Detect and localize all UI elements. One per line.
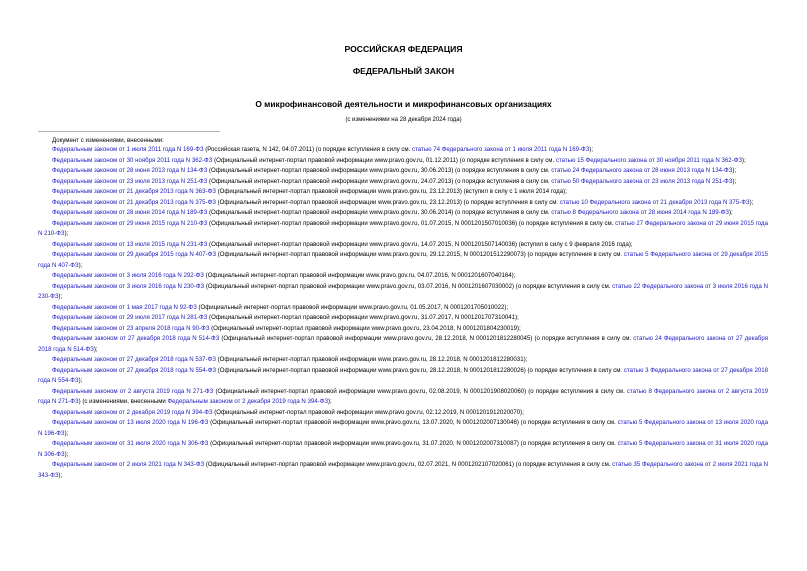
amendment-text: (Официальный интернет-портал правовой информации www.pravo.gov.ru, 31.07.2017, N 0001201707310041); [207,314,519,321]
amendment-text: ); [58,471,63,479]
law-link[interactable]: Федеральным законом от 2 декабря 2019 года N 394-ФЗ [167,398,329,405]
law-link[interactable]: статью 24 Федерального закона от 27 декабря 2018 года N 514-ФЗ [38,335,768,353]
amendment-entry [38,408,768,419]
law-link[interactable]: Федеральным законом от 3 июля 2016 года N 230-ФЗ [52,282,205,290]
law-link[interactable]: Федеральным законом от 29 июня 2015 года N 210-ФЗ [52,219,208,227]
law-link[interactable]: Федеральным законом от 28 июня 2014 года N 189-ФЗ [52,209,208,216]
amendment-entry [38,219,768,240]
amendment-entry [38,313,768,324]
amendment-text: (Официальный интернет-портал правовой информации www.pravo.gov.ru, 01.05.2017, N 0001201705010022); [196,303,509,311]
law-link[interactable]: статью 5 Федерального закона от 29 декабря 2015 года N 407-ФЗ [38,251,768,269]
law-link[interactable]: Федеральным законом от 3 июля 2016 года N 292-ФЗ [52,272,204,279]
law-type-heading: ФЕДЕРАЛЬНЫЙ ЗАКОН [352,66,455,76]
amendment-entry [38,366,768,387]
law-link[interactable]: Федеральным законом от 28 июня 2013 года N 134-ФЗ [52,167,208,174]
amendment-entry [38,156,768,167]
amendment-text: ) (с изменениями, внесенными [78,398,168,405]
amendment-text: (Официальный интернет-портал правовой информации www.pravo.gov.ru, 28.12.2018, N 0001201812280045) (о порядке вступления в силу см. [219,335,634,342]
amendment-text: (Официальный интернет-портал правовой информации www.pravo.gov.ru, 24.07.2013) (о порядке вступления в силу см. [207,177,552,185]
amendment-entry [38,460,768,481]
amendment-text: (Официальный интернет-портал правовой информации www.pravo.gov.ru, 13.07.2020, N 0001202007130046) (о порядке вступления в силу см. [208,419,618,426]
law-link[interactable]: Федеральным законом от 27 декабря 2018 года N 537-ФЗ [52,356,216,363]
amendment-text: (Официальный интернет-портал правовой информации www.pravo.gov.ru, 04.07.2016, N 0001201607040164); [203,272,516,279]
document-title: О микрофинансовой деятельности и микрофинансовых организациях [255,99,552,109]
amendments-list [38,145,768,481]
law-link[interactable]: Федеральным законом от 27 декабря 2018 года N 554-ФЗ [52,366,217,374]
amendment-text: (Официальный интернет-портал правовой информации www.pravo.gov.ru, 23.04.2018, N 0001201804230019); [209,324,521,332]
amendment-text: (Официальный интернет-портал правовой информации www.pravo.gov.ru, 30.06.2014) (о порядке вступления в силу см. [207,209,552,216]
law-link[interactable]: статью 3 Федерального закона от 27 декабря 2018 года N 554-ФЗ [38,366,768,384]
law-link[interactable]: Федеральным законом от 29 декабря 2015 года N 407-ФЗ [52,251,217,258]
law-link[interactable]: Федеральным законом от 2 декабря 2019 года N 394-ФЗ [52,408,213,416]
law-link[interactable]: Федеральным законом от 27 декабря 2018 года N 514-ФЗ [52,335,220,342]
amendment-entry [38,177,768,188]
amendment-entry [38,166,768,177]
law-link[interactable]: Федеральным законом от 21 декабря 2013 года N 375-ФЗ [52,198,216,206]
law-link[interactable]: Федеральным законом от 1 июля 2011 года N 169-ФЗ [52,146,204,153]
amendment-entry [38,198,768,209]
law-link[interactable]: статью 27 Федерального закона от 29 июня 2015 года N 210-ФЗ [38,219,768,237]
law-link[interactable]: Федеральным законом от 2 июля 2021 года N 343-ФЗ [52,461,205,468]
amendment-text: ); [93,345,98,353]
amendment-text: (Официальный интернет-портал правовой информации www.pravo.gov.ru, 01.12.2011) (о порядке вступления в силу см. [212,156,556,164]
country-heading: РОССИЙСКАЯ ФЕДЕРАЦИЯ [344,44,463,54]
amendment-entry [38,240,768,251]
amendment-entry [38,282,768,303]
law-link[interactable]: статью 35 Федерального закона от 2 июля 2021 года N 343-ФЗ [38,461,768,479]
law-link[interactable]: статью 15 Федерального закона от 30 ноября 2011 года N 362-ФЗ [555,156,743,164]
amendment-entry [38,334,768,355]
law-link[interactable]: статью 22 Федерального закона от 3 июля 2016 года N 230-ФЗ [38,282,768,300]
amendment-text: ); [78,261,83,269]
law-link[interactable]: статью 5 Федерального закона от 31 июля 2020 года N 306-ФЗ [38,440,768,458]
law-link[interactable]: статью 24 Федерального закона от 28 июня 2013 года N 134-ФЗ [551,167,733,174]
law-link[interactable]: Федеральным законом от 1 мая 2017 года N 92-ФЗ [52,303,197,311]
amendment-text: (Официальный интернет-портал правовой информации www.pravo.gov.ru, 28.12.2018, N 0001201812280026) (о порядке вступления в силу см. [216,366,624,374]
amendment-text: (Российская газета, N 142, 04.07.2011) (о порядке вступления в силу см. [203,146,413,153]
amendment-entry [38,271,768,282]
law-link[interactable]: Федеральным законом от 2 августа 2019 года N 271-ФЗ [52,387,214,395]
amendment-text: (Официальный интернет-портал правовой информации www.pravo.gov.ru, 03.07.2016, N 0001201607030002) (о порядке вступления в силу см. [204,282,613,290]
amendment-entry [38,418,768,439]
law-link[interactable]: Федеральным законом от 30 ноября 2011 года N 362-ФЗ [52,156,213,164]
amendment-text: ); [749,198,754,206]
amendment-text: (Официальный интернет-портал правовой информации www.pravo.gov.ru, 29.12.2015, N 0001201512290073) (о порядке вступления в силу см. [216,251,624,258]
amendment-text: ); [64,450,69,458]
amendment-entry [38,439,768,460]
law-link[interactable]: статью 8 Федерального закона от 2 августа 2019 года N 271-ФЗ [38,387,768,405]
law-link[interactable]: статью 74 Федерального закона от 1 июля 2011 года N 169-ФЗ [412,146,590,153]
amendment-text: ); [742,156,746,164]
amendment-text: (Официальный интернет-портал правовой информации www.pravo.gov.ru, 23.12.2013) (вступил в силу с 1 июля 2014 года); [215,188,567,195]
amendment-text: ); [589,146,594,153]
law-link[interactable]: Федеральным законом от 29 июля 2017 года N 281-ФЗ [52,314,208,321]
amendment-text: ); [732,177,737,185]
law-link[interactable]: статью 5 Федерального закона от 13 июля 2020 года N 196-ФЗ [38,419,768,437]
law-link[interactable]: Федеральным законом от 21 декабря 2013 года N 363-ФЗ [52,188,216,195]
amendment-text: ); [78,377,83,384]
amendment-text: (Официальный интернет-портал правовой информации www.pravo.gov.ru, 02.08.2019, N 0001201908020060) (о порядке вступления в силу см. [213,387,627,395]
law-link[interactable]: статью 50 Федерального закона от 23 июля 2013 года N 251-ФЗ [551,177,733,185]
law-link[interactable]: Федеральным законом от 13 июля 2015 года N 231-ФЗ [52,240,208,248]
amendment-text: (Официальный интернет-портал правовой информации www.pravo.gov.ru, 31.07.2020, N 0001202007310087) (о порядке вступления в силу см. [208,440,618,447]
amendment-entry [38,324,768,335]
law-link[interactable]: Федеральным законом от 23 июля 2013 года N 251-ФЗ [52,177,208,185]
law-link[interactable]: Федеральным законом от 23 апреля 2018 года N 90-ФЗ [52,324,210,332]
amendment-entry [38,303,768,314]
amendment-text: ); [732,167,737,174]
amendment-text: ); [58,293,63,300]
amendment-text: ); [328,398,332,405]
law-link[interactable]: статью 10 Федерального закона от 21 декабря 2013 года N 375-ФЗ [559,198,750,206]
document-subtitle: (с изменениями на 28 декабря 2024 года) [345,117,462,123]
amendment-text: ); [64,429,69,437]
amendment-entry [38,208,768,219]
amendment-text: ); [64,230,69,237]
law-link[interactable]: Федеральным законом от 13 июля 2020 года N 196-ФЗ [52,419,209,426]
amendment-text: (Официальный интернет-портал правовой информации www.pravo.gov.ru, 30.06.2013) (о порядке вступления в силу см. [207,167,552,174]
amendment-text: ); [728,209,733,216]
amendment-entry [38,187,768,198]
amendment-entry [38,250,768,271]
amendment-text: (Официальный интернет-портал правовой информации www.pravo.gov.ru, 02.12.2019, N 0001201912020070); [212,408,524,416]
amendment-text: (Официальный интернет-портал правовой информации www.pravo.gov.ru, 23.12.2013) (о порядке вступления в силу см. [215,198,560,206]
amendment-entry [38,355,768,366]
amendments-intro: Документ с изменениями, внесенными: [52,137,164,144]
amendment-entry [38,145,768,156]
law-link[interactable]: статью 8 Федерального закона от 28 июня 2014 года N 189-ФЗ [551,209,729,216]
amendment-text: (Официальный интернет-портал правовой информации www.pravo.gov.ru, 28.12.2018, N 0001201812280031); [215,356,528,363]
separator-line [38,131,220,132]
amendment-entry [38,387,768,408]
amendment-text: (Официальный интернет-портал правовой информации www.pravo.gov.ru, 01.07.2015, N 0001201507010036) (о порядке вступления в силу см. [207,219,616,227]
amendment-text: (Официальный интернет-портал правовой информации www.pravo.gov.ru, 02.07.2021, N 0001202107020061) (о порядке вступления в силу см. [204,461,613,468]
law-link[interactable]: Федеральным законом от 31 июля 2020 года N 306-ФЗ [52,440,209,447]
amendment-text: (Официальный интернет-портал правовой информации www.pravo.gov.ru, 14.07.2015, N 0001201507140036) (вступил в силу с 9 февраля 2016 года); [207,240,633,248]
